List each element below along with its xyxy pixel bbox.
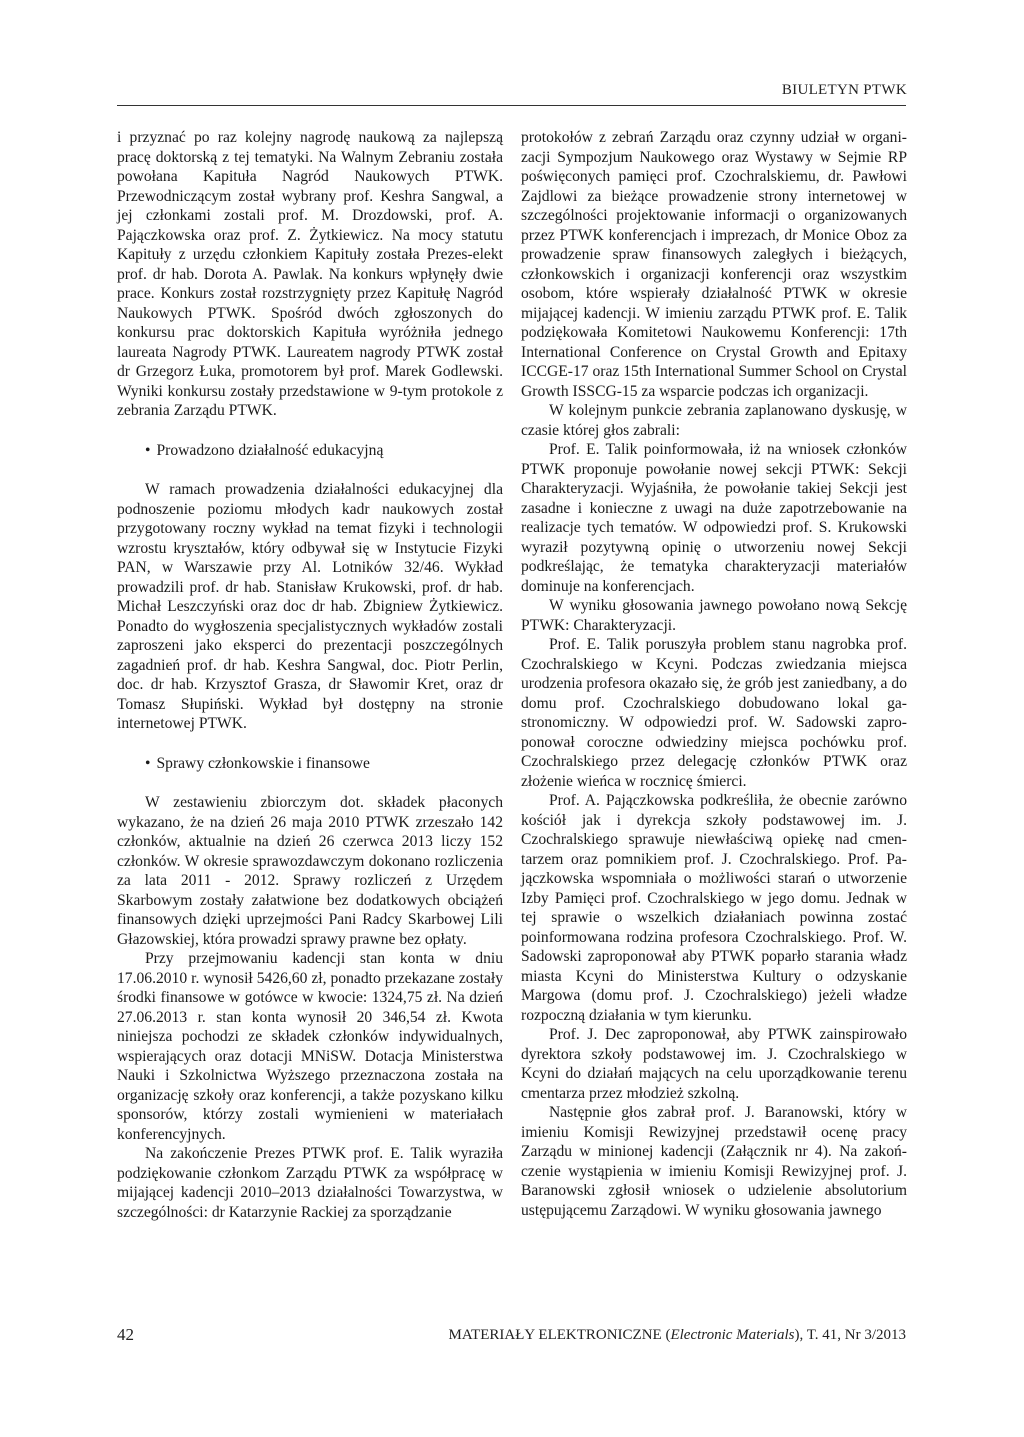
- paragraph: protokołów z zebrań Zarządu oraz czynny udział w organizacji Sympozjum Naukowego oraz Wystawy w Sejmie RP poświęconych pamięci prof. Czochralskiemu, dr. Pawłowi Zajdlowi za bieżące prowadzenie strony internetowej w szczególności projektowanie informacji o organizowanych przez PTWK konferencjach i imprezach, dr Monice Oboz za prowadzenie spraw finansowych zaległych i bieżących, członkowskich i organizacji konferencji oraz wszystkim osobom, które wspierały działalność PTWK w okresie mijającej kadencji. W imieniu zarządu PTWK prof. E. Talik podziękowała Komitetowi Naukowemu Konferencji: 17th International Conference on Crystal Growth and Epitaxy ICCGE-17 oraz 15th International Summer School on Crystal Growth ISSCG-15 za wsparcie podczas ich organizacji.: [521, 129, 907, 400]
- running-head: BIULETYN PTWK: [781, 82, 907, 98]
- paragraph: W zestawieniu zbiorczym dot. składek płaconych wykazano, że na dzień 26 maja 2010 PTWK zrzeszało 142 członków, aktualnie na dzień 26 czerwca 2013 liczy 152 członków. W okresie sprawozdawczym dokonano rozliczenia za lata 2011 - 2012. Sprawy rozliczeń z Urzędem Skarbowym zostały załatwione bez dodatkowych obciążeń finansowych dzięki uprzejmości Pani Radcy Skarbowej Lili Głazowskiej, która prowadzi sprawy prawne bez opłaty.: [117, 794, 503, 948]
- journal-reference: [449, 1327, 906, 1344]
- paragraph: W wyniku głosowania jawnego powołano nową Sekcję PTWK: Charakteryzacji.: [521, 597, 907, 634]
- page-number: 42: [117, 1325, 134, 1344]
- paragraph: Prof. E. Talik poruszyła problem stanu nagrobka prof. Czochralskiego w Kcyni. Podczas zwiedzania miejsca urodzenia profesora okazało się, że grób jest zaniedbany, a do domu prof. Czochralskiego dobudowano lokal gastronomiczny. W odpowiedzi prof. W. Sadowski zaproponował coroczne odwiedziny miejsca pochówku prof. Czochralskiego przez delegację członków PTWK oraz złożenie wieńca w rocznicę śmierci.: [521, 636, 907, 790]
- journal-name: MATERIAŁY ELEKTRONICZNE (: [448, 1327, 671, 1343]
- paragraph: W kolejnym punkcie zebrania zaplanowano dyskusję, w czasie której głos zabrali:: [521, 402, 907, 439]
- bullet-label: Sprawy członkowskie i finansowe: [156, 754, 370, 772]
- header-rule: [117, 105, 906, 106]
- journal-name-english: Electronic Materials: [670, 1327, 795, 1343]
- paragraph: i przyznać po raz kolejny nagrodę naukową za najlepszą pracę doktorską z tej tematyki. Na Walnym Zebraniu została powołana Kapituła Nagród Naukowych PTWK. Przewodniczącym został wybrany prof. Keshra Sangwal, a jej członkami zostali prof. M. Drozdowski, prof. A. Pajączkowska oraz prof. Z. Żytkiewicz. Na mocy statutu Kapituły z urzędu członkiem Kapituły została Prezes-elekt prof. dr hab. Dorota A. Pawlak. Na konkurs wpłynęły dwie prace. Konkurs został rozstrzygnięty przez Kapitułę Nagród Naukowych PTWK. Spośród dwóch zgłoszonych do konkursu prac doktorskich Kapituła wyróżniła jednego laureata Nagrody PTWK. Laureatem nagrody PTWK został dr Grzegorz Łuka, promotorem był prof. Marek Godlewski. Wyniki konkursu zostały przedstawione w 9-tym protokole z zebrania Zarządu PTWK.: [117, 129, 503, 419]
- left-column: [117, 128, 503, 1222]
- bullet-icon: •: [145, 441, 151, 459]
- paragraph: Przy przejmowaniu kadencji stan konta w dniu 17.06.2010 r. wynosił 5426,60 zł, ponadto przekazane zostały środki finansowe w gotówce w kwocie: 1324,75 zł. Na dzień 27.06.2013 r. stan konta wynosił 20 346,54 zł. Kwota niniejsza pochodzi ze składek członków indywidualnych, wspierających oraz dotacji MNiSW. Dotacja Ministerstwa Nauki i Szkolnictwa Wyższego przeznaczona została na organizację szkoły oraz konferencji, a także pozyskano kilku sponsorów, którzy zostali wymienieni w materiałach konferencyjnych.: [117, 950, 503, 1143]
- bullet-label: Prowadzono działalność edukacyjną: [156, 441, 384, 459]
- journal-volume: ), T. 41, Nr 3/2013: [794, 1327, 906, 1343]
- paragraph: Prof. J. Dec zaproponował, aby PTWK zainspirowało dyrektora szkoły podstawowej im. J. Czochralskiego w Kcyni do działań mających na celu uporządkowanie terenu cmentarza przez młodzież szkolną.: [521, 1026, 907, 1102]
- paragraph: Na zakończenie Prezes PTWK prof. E. Talik wyraziła podziękowanie członkom Zarządu PTWK za współpracę w mijającej kadencji 2010–2013 działalności Towarzystwa, w szczególności: dr Katarzynie Rackiej za sporządzanie: [117, 1145, 503, 1221]
- paragraph: Następnie głos zabrał prof. J. Baranowski, który w imieniu Komisji Rewizyjnej przedstawił ocenę pracy Zarządu w minionej kadencji (Załącznik nr 4). Na zakończenie wystąpienia w imieniu Komisji Rewizyjnej prof. J. Baranowski zgłosił wniosek o udzielenie absolutorium ustępującemu Zarządowi. W wyniku głosowania jawnego: [521, 1104, 907, 1219]
- paragraph: Prof. E. Talik poinformowała, iż na wniosek członków PTWK proponuje powołanie nowej sekcji PTWK: Sekcji Charakteryzacji. Wyjaśniła, że powołanie takiej Sekcji jest zasadne i konieczne z uwagi na duże zapotrzebowanie na realizacje tych tematów. W odpowiedzi prof. S. Krukowski wyraził pozytywną opinię o utworzeniu nowej Sekcji podkreślając, że tematyka charakteryzacji materiałów dominuje na konferencjach.: [521, 441, 907, 595]
- section-bullet-education: [117, 441, 503, 461]
- bullet-icon: •: [145, 754, 151, 772]
- paragraph: W ramach prowadzenia działalności edukacyjnej dla podnoszenie poziomu młodych kadr naukowych został przygotowany roczny wykład na temat fizyki i technologii wzrostu kryształów, który odbywał się w Instytucie Fizyki PAN, w Warszawie przy Al. Lotników 32/46. Wykład prowadzili prof. dr hab. Stanisław Krukowski, prof. dr hab. Michał Leszczyński oraz doc dr hab. Zbigniew Żytkiewicz. Ponadto do wygłoszenia specjalistycznych wykładów zostali zaproszeni jako eksperci do prezentacji poszczególnych zagadnień prof. dr hab. Keshra Sangwal, doc. Piotr Perlin, doc. dr hab. Krzysztof Grasza, dr Sławomir Kret, oraz dr Tomasz Słupiński. Wykład był dostępny na stronie internetowej PTWK.: [117, 481, 503, 732]
- paragraph: Prof. A. Pajączkowska podkreśliła, że obecnie zarówno kościół jak i dyrekcja szkoły podstawowej im. J. Czochralskiego sprawuje niewłaściwą opiekę nad cmentarzem oraz pomnikiem prof. J. Czochralskiego. Prof. Pajączkowska wspomniała o możliwości starań o utworzenie Izby Pamięci prof. Czochralskiego w jego domu. Jednak w tej sprawie o wszelkich działaniach powinna zostać poinformowana rodzina profesora Czochralskiego. Prof. W. Sadowski zaproponował aby PTWK poparło starania władz miasta Kcyni do Ministerstwa Kultury o odzyskanie Margowa (domu prof. J. Czochralskiego) jeżeli władze rozpoczną działania w tym kierunku.: [521, 792, 907, 1024]
- right-column: [521, 128, 907, 1220]
- section-bullet-membership-finance: [117, 754, 503, 774]
